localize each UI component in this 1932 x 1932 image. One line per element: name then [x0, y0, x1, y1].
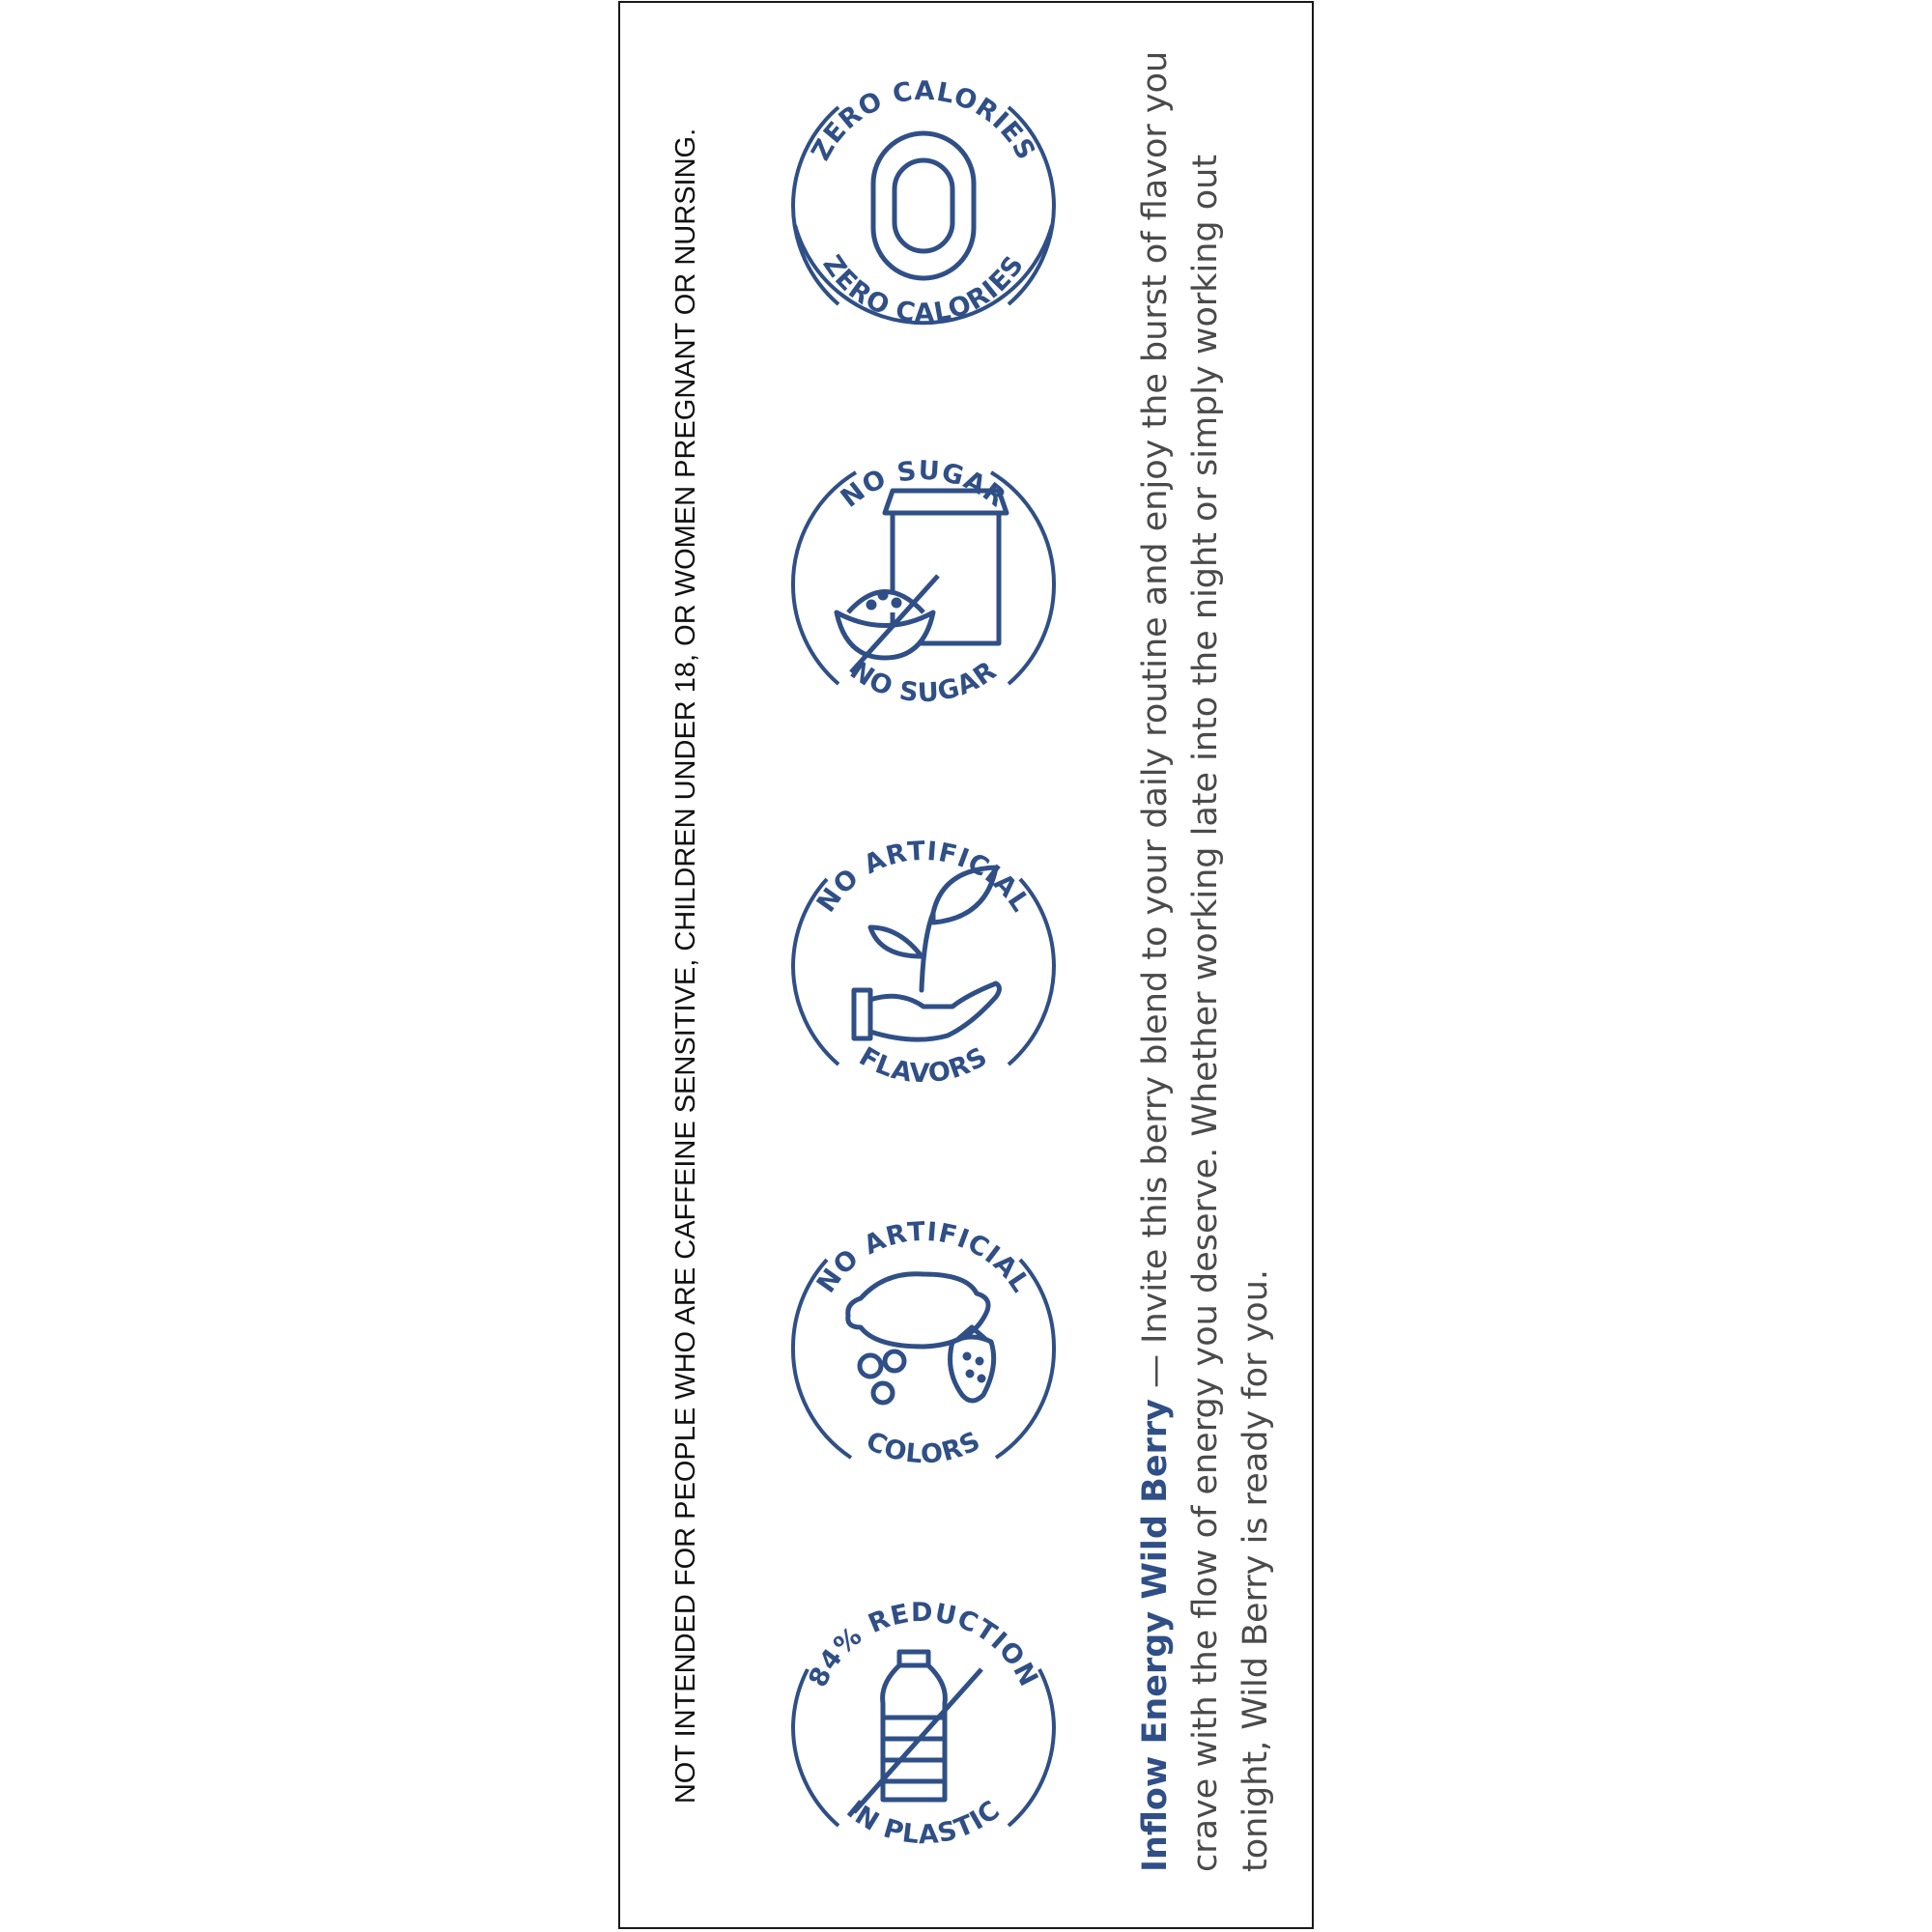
fruit-icon [848, 1274, 994, 1403]
no-plastic-bottle-icon [854, 1652, 981, 1812]
badge-no-artificial-flavors [779, 821, 1068, 1111]
description-line-2: crave with the flow of energy you deserve. Whether working late into the night or simply working out [1186, 154, 1225, 1872]
badge-top-text: NO SUGAR [835, 455, 1012, 514]
badge-bottom-text: IN PLASTIC [840, 1794, 1007, 1851]
badge-bottom-text: FLAVORS [853, 1041, 994, 1090]
badge-bottom-text: COLORS [861, 1426, 986, 1470]
badge-top-text: ZERO CALORIES [806, 75, 1041, 166]
badge-top-text: NO ARTIFICIAL [810, 836, 1037, 919]
badge-bottom-text: NO SUGAR [844, 655, 1003, 709]
no-sugar-icon [837, 491, 1007, 672]
badge-no-artificial-colors [779, 1202, 1068, 1492]
badge-no-sugar [779, 440, 1068, 730]
product-description [1130, 46, 1275, 1872]
brand-name: Inflow Energy Wild Berry [1136, 1399, 1175, 1872]
description-line-1: Inflow Energy Wild Berry — Invite this berry blend to your daily routine and enjoy the burst of flavor you [1136, 50, 1175, 1872]
zero-icon [873, 133, 974, 278]
badge-bottom-text: ZERO CALORIES [816, 249, 1031, 329]
badge-zero-calories [779, 61, 1068, 351]
badge-top-text: NO ARTIFICIAL [810, 1216, 1037, 1299]
badge-plastic-reduction [779, 1582, 1068, 1872]
plant-hand-icon [854, 867, 1000, 1039]
caffeine-warning: NOT INTENDED FOR PEOPLE WHO ARE CAFFEINE SENSITIVE, CHILDREN UNDER 18, OR WOMEN PREGNANT OR NURSING. [670, 128, 701, 1804]
description-line-3: tonight, Wild Berry is ready for you. [1236, 1268, 1275, 1872]
badge-top-text: 84% REDUCTION [803, 1597, 1044, 1692]
